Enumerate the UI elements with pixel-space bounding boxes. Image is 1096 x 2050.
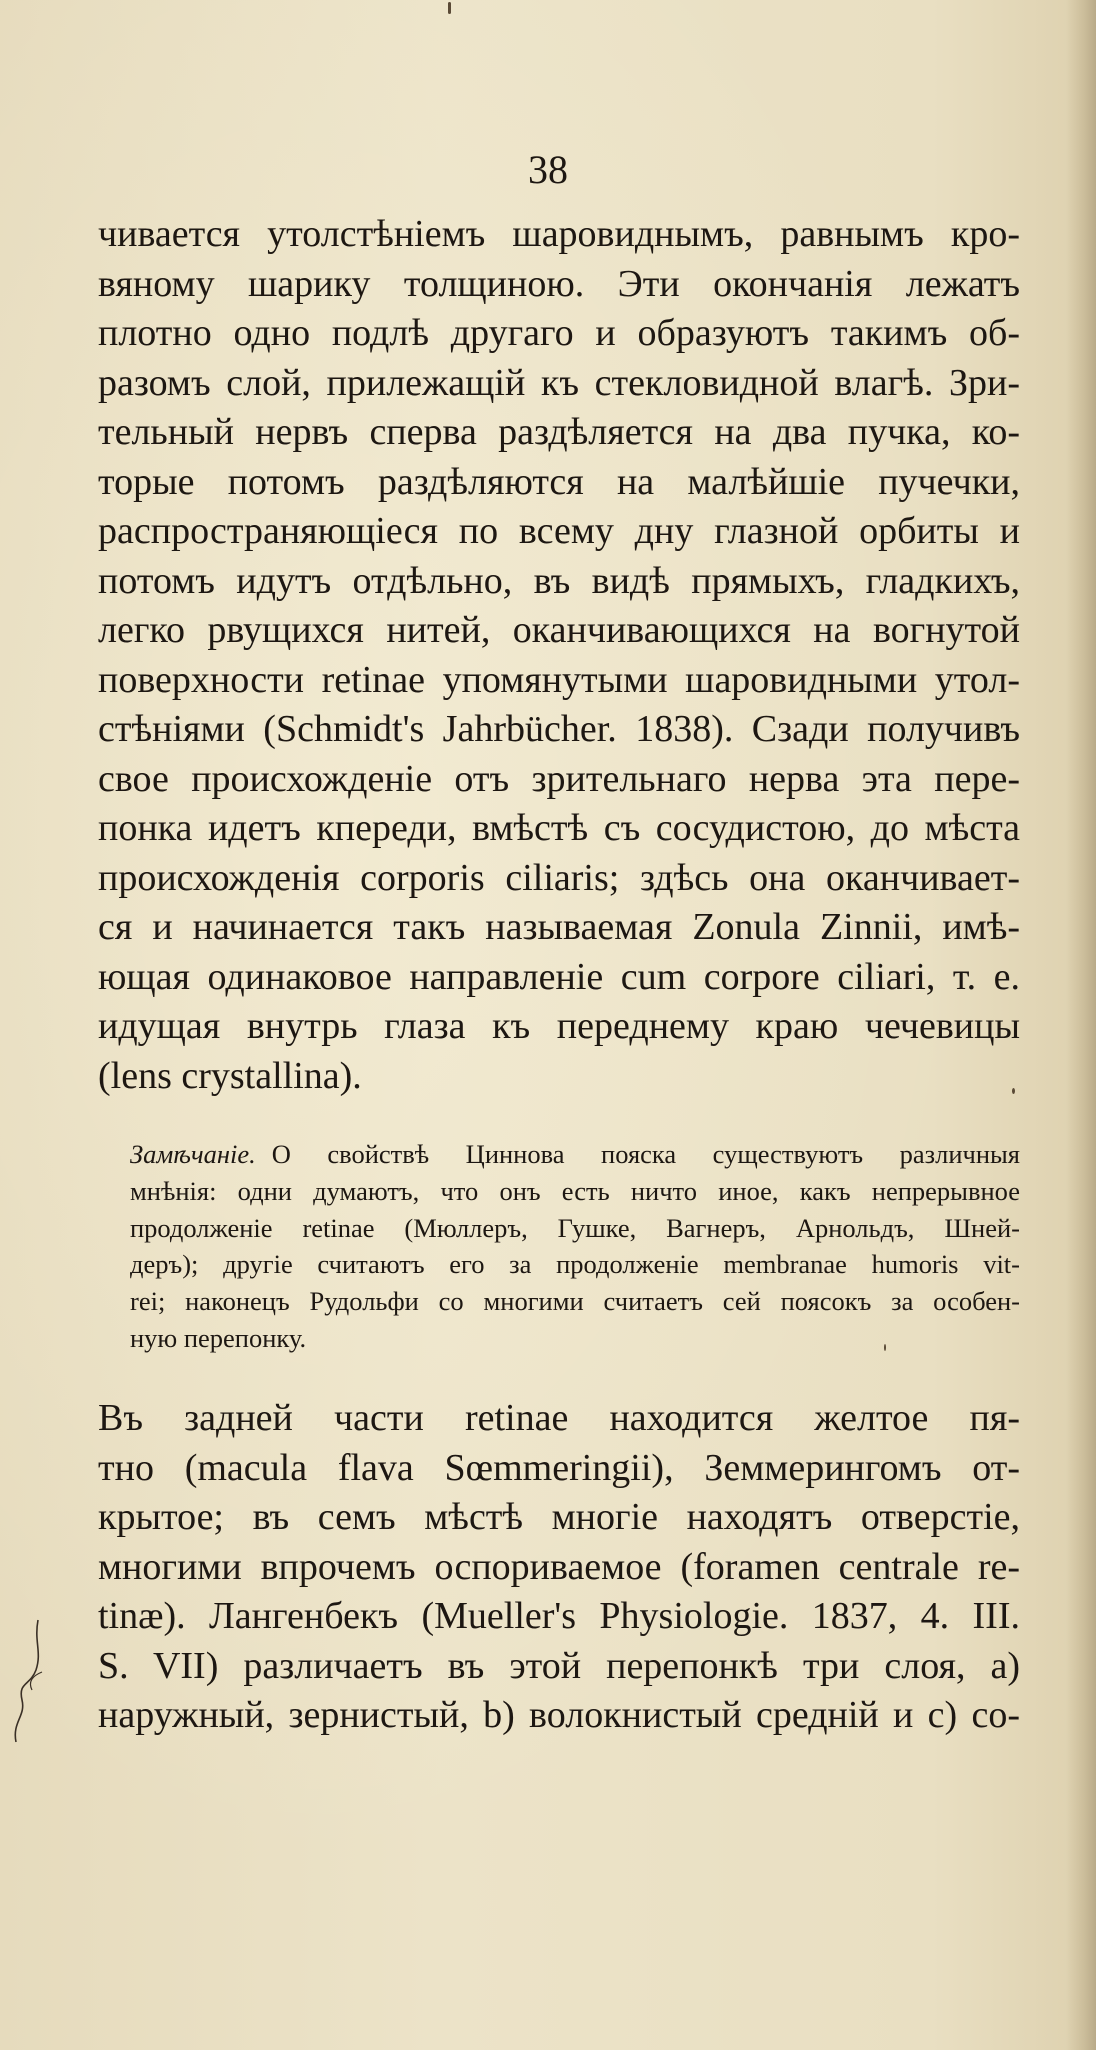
paragraph-1 (98, 210, 1020, 1101)
note-text-line: мнѣнія: одни думаютъ, что онъ есть ничто иное, какъ непрерывное (130, 1175, 1020, 1206)
text-line: многими впрочемъ оспориваемое (foramen centrale re- (98, 1545, 1020, 1588)
text-line: ющая одинаковое направленіе cum corpore ciliari, т. е. (98, 955, 1020, 998)
note-text-line: О свойствѣ Циннова пояска существуютъ различныя (271, 1139, 1020, 1169)
note-first-line (130, 1136, 1020, 1173)
text-line: понка идетъ кпереди, вмѣстѣ съ сосудистою, до мѣста (98, 807, 1020, 849)
text-line: поверхности retinae упомянутыми шаровидными утол- (98, 658, 1020, 701)
text-line: происхожденія corporis ciliaris; здѣсь она оканчивает- (98, 856, 1020, 899)
text-line: распространяющіеся по всему дну глазной орбиты и (98, 510, 1020, 552)
note-text-line: продолженіе retinae (Мюллеръ, Гушке, Вагнеръ, Арнольдъ, Шней- (130, 1212, 1020, 1243)
text-line: крытое; въ семъ мѣстѣ многіе находятъ отверстіе, (98, 1496, 1020, 1538)
text-line: чивается утолстѣніемъ шаровиднымъ, равнымъ кро- (98, 213, 1020, 255)
text-line: легко рвущихся нитей, оканчивающихся на вогнутой (98, 609, 1020, 651)
text-line: Въ задней части retinae находится желтое пя- (98, 1397, 1020, 1439)
note-text-line: деръ); другіе считаютъ его за продолженіе membranae humoris vit- (130, 1249, 1020, 1280)
ink-speck (1012, 1088, 1015, 1094)
text-line: торые потомъ раздѣляются на малѣйшіе пучечки, (98, 460, 1020, 503)
paragraph-2 (98, 1394, 1020, 1741)
note-text-line: rei; наконецъ Рудольфи со многими считаетъ сей поясокъ за особен- (130, 1286, 1020, 1317)
text-line: наружный, зернистый, b) волокнистый средній и c) со- (98, 1694, 1020, 1736)
ink-speck (884, 1344, 886, 1351)
text-line: идущая внутрь глаза къ переднему краю чечевицы (98, 1005, 1020, 1047)
text-line: разомъ слой, прилежащій къ стекловидной влагѣ. Зри- (98, 361, 1020, 404)
text-line: свое происхожденіе отъ зрительнаго нерва эта пере- (98, 757, 1020, 800)
footnote-remark (130, 1136, 1020, 1357)
ink-speck (448, 2, 451, 14)
text-line: tinæ). Лангенбекъ (Mueller's Physiologie. 1837, 4. III. (98, 1595, 1020, 1637)
page-edge-shadow (1066, 0, 1096, 2050)
text-line: тельный нервъ сперва раздѣляется на два пучка, ко- (98, 411, 1020, 453)
text-line: ся и начинается такъ называемая Zonula Zinnii, имѣ- (98, 906, 1020, 948)
text-line: плотно одно подлѣ другаго и образуютъ такимъ об- (98, 312, 1020, 354)
text-line: (lens crystallina). (98, 1054, 362, 1097)
text-line: S. VII) различаетъ въ этой перепонкѣ три слоя, a) (98, 1644, 1020, 1687)
text-line: вяному шарику толщиною. Эти окончанія лежатъ (98, 262, 1020, 305)
page-number: 38 (528, 147, 568, 192)
text-line: тно (macula flava Sœmmeringii), Земмерингомъ от- (98, 1446, 1020, 1489)
note-text-line: ную перепонку. (130, 1322, 307, 1353)
margin-pencil-mark (8, 1612, 48, 1752)
text-line: потомъ идутъ отдѣльно, въ видѣ прямыхъ, гладкихъ, (98, 559, 1020, 602)
text-line: стѣніями (Schmidt's Jahrbücher. 1838). Сзади получивъ (98, 708, 1020, 750)
note-heading: Замѣчаніе. (130, 1139, 256, 1169)
